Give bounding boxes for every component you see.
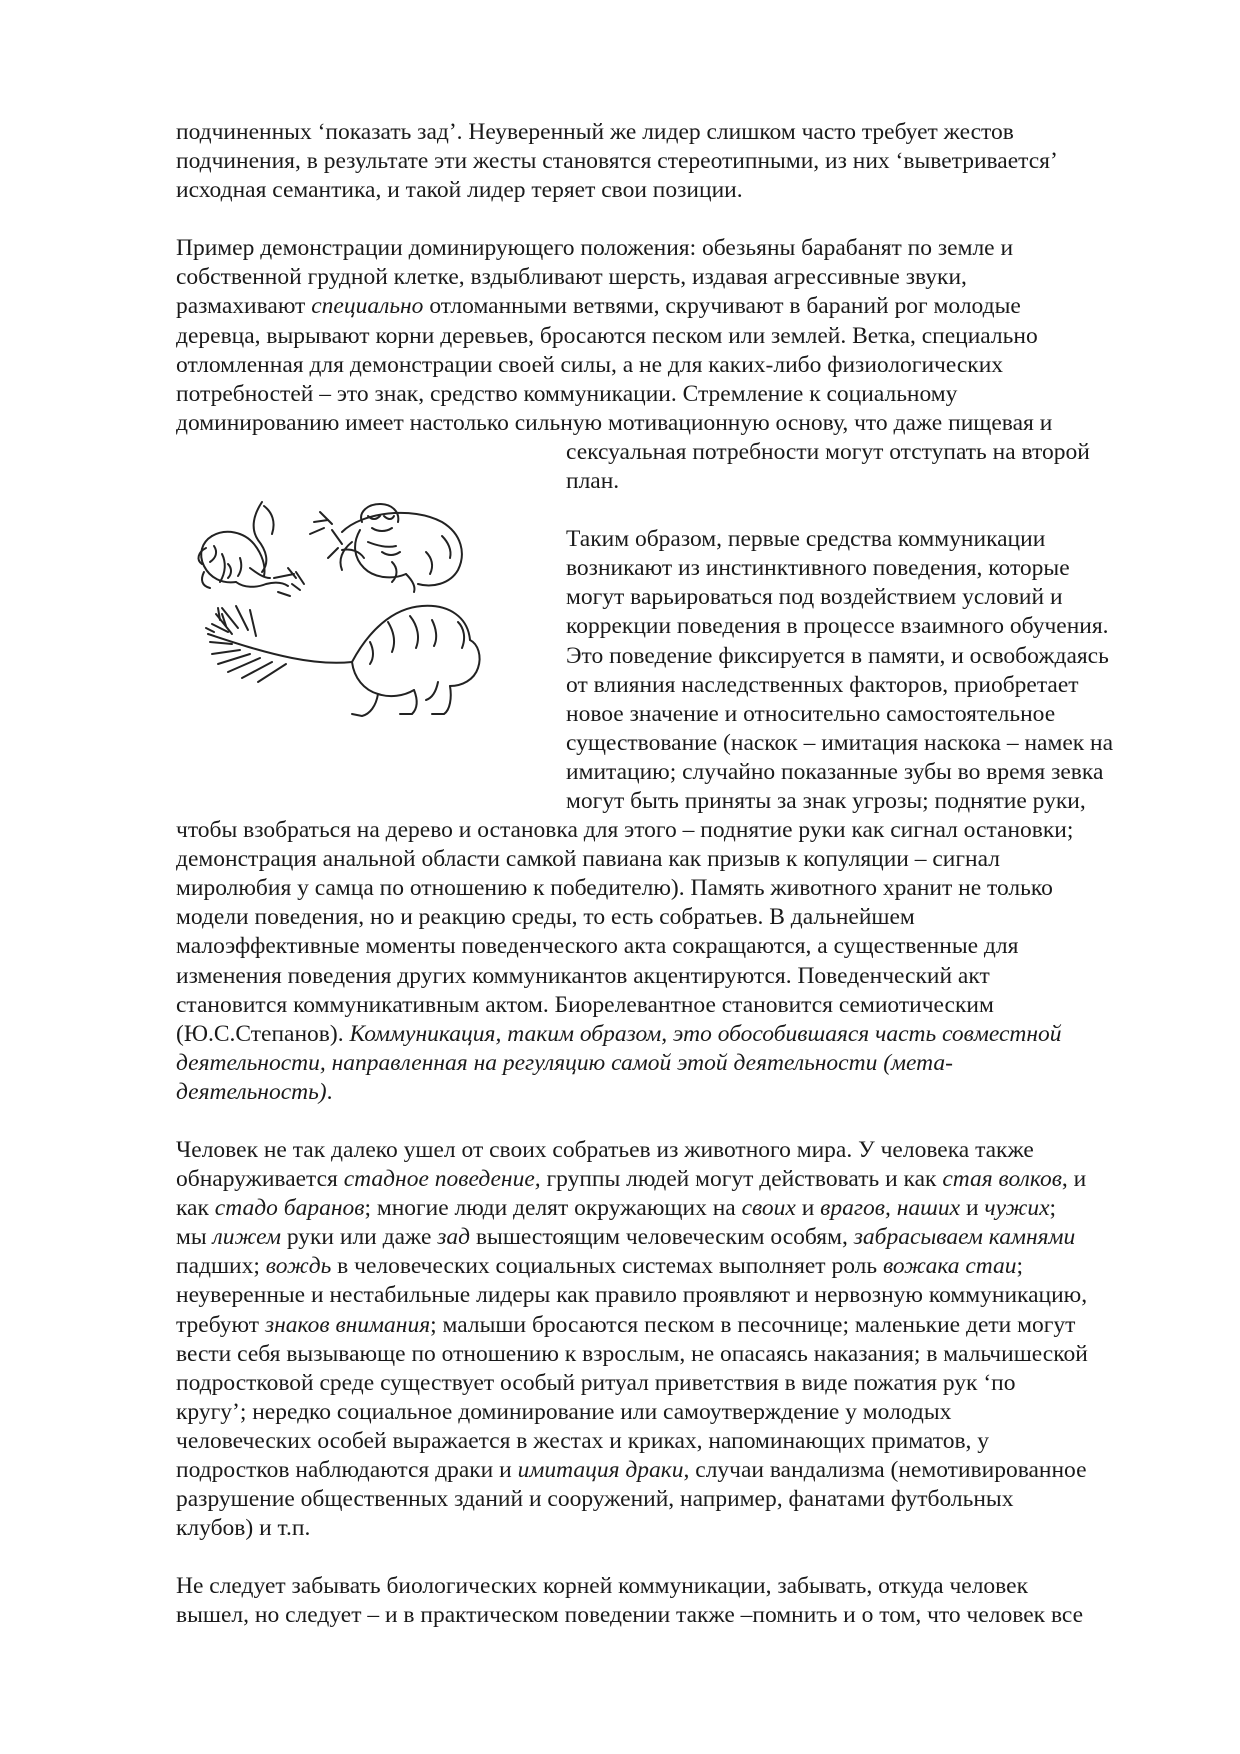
paragraph-4 [176,1136,1160,1543]
text-run: падших [176,1253,254,1280]
italic-run: деятельность) [176,1078,327,1105]
text-line: неуверенные и нестабильные лидеры как правило проявляют и нервозную коммуникацию, [176,1282,1088,1309]
text-line: потребностей – это знак, средство коммуникации. Стремление к социальному [176,380,958,407]
text-run: , случаи вандализма (немотивированное [683,1457,1087,1484]
text-line: могут быть приняты за знак угрозы; поднятие руки, [566,787,1086,814]
text-line [176,1252,1160,1281]
text-line [176,1049,1160,1078]
text-line: план. [566,468,620,495]
text-line: Человек не так далеко ушел от своих собратьев из животного мира. У человека также [176,1137,1034,1163]
text-line [176,1194,1160,1223]
text-run: . [326,1078,333,1105]
italic-run: забрасываем камнями [853,1224,1076,1251]
text-line: собственной грудной клетке, вздыбливают шерсть, издавая агрессивные звуки, [176,264,967,291]
text-run: ; малыши бросаются песком в песочнице; маленькие дети могут [430,1311,1076,1338]
text-line: вести себя вызывающе по отношению к взрослым, не опасаясь наказания; в мальчишеской [176,1340,1088,1367]
text-run: (Ю.С.Степанов). [176,1020,350,1047]
italic-run: деятельности, направленная на регуляцию самой этой деятельности (мета- [176,1049,953,1076]
text-run: и [960,1195,985,1222]
text-run: ; многие люди делят окружающих на [364,1195,742,1222]
text-run: в человеческих социальных системах выполняет роль [331,1253,883,1280]
italic-run: стадо баранов [214,1195,365,1222]
text-line: Не следует забывать биологических корней коммуникации, забывать, откуда человек [176,1573,1028,1600]
text-line: подчиненных ‘показать зад’. Неуверенный же лидер слишком часто требует жестов [176,119,1014,145]
text-run: отломанными ветвями, скручивают в бараний рог молодые [423,293,1021,320]
italic-run: Коммуникация, таким образом, это обособившаяся часть совместной [349,1020,1062,1047]
paragraph-1 [176,118,1160,205]
italic-run: вожака стаи [882,1253,1017,1280]
text-line [176,1165,1160,1194]
text-line: Таким образом, первые средства коммуникации [566,526,1046,553]
text-line: доминированию имеет настолько сильную мотивационную основу, что даже пищевая и [176,409,1053,436]
paragraph-5 [176,1572,1160,1630]
text-line: Пример демонстрации доминирующего положения: обезьяны барабанят по земле и [176,235,1014,262]
text-run: ; [1016,1253,1024,1280]
text-run: ; [253,1253,266,1280]
text-line: вышел, но следует – и в практическом поведении также –помнить и о том, что человек все [176,1602,1084,1629]
text-line [176,292,1160,321]
text-run: размахивают [176,293,312,320]
text-run: и [795,1195,821,1222]
text-run: группы людей могут действовать и как [540,1166,943,1193]
document-page [176,118,1160,1660]
text-line: клубов) и т.п. [176,1515,311,1542]
text-run: требуют [176,1311,265,1338]
italic-run: знаков внимания [264,1311,431,1338]
text-line [176,1456,1160,1485]
italic-run: имитация драки [517,1457,684,1484]
text-run: как [176,1195,215,1222]
text-line: исходная семантика, и такой лидер теряет свои позиции. [176,177,743,204]
text-line: миролюбия у самца по отношению к победителю). Память животного хранит не только [176,875,1053,902]
italic-run: лижем [212,1224,281,1251]
text-line: демонстрация анальной области самкой павиана как призыв к копуляции – сигнал [176,846,1000,873]
ape-sketch-chest-beat [310,504,462,592]
italic-run: вождь [265,1253,332,1280]
text-run: обнаруживается [176,1166,344,1193]
text-run: ; [1049,1195,1057,1222]
text-line: сексуальная потребности могут отступать на второй [566,438,1090,465]
text-line: человеческих особей выражается в жестах и криках, напоминающих приматов, у [176,1427,990,1454]
italic-run: стадное поведение, [343,1166,541,1193]
italic-run: стая волков [942,1166,1062,1193]
italic-run: своих [741,1195,796,1222]
text-line: отломленная для демонстрации своей силы, а не для каких-либо физиологических [176,351,1004,378]
text-line [176,1311,1160,1340]
text-line: подчинения, в результате эти жесты становятся стереотипными, из них ‘выветривается’ [176,148,1058,175]
text-line: имитацию; случайно показанные зубы во время зевка [566,758,1104,785]
ape-display-figure [192,492,532,812]
text-line: подростковой среде существует особый ритуал приветствия в виде пожатия рук ‘по [176,1369,1016,1396]
text-run: мы [176,1224,213,1251]
text-line: коррекции поведения в процессе взаимного обучения. [566,613,1109,640]
text-line: могут варьироваться под воздействием условий и [566,584,1063,611]
text-run: вышестоящим человеческим особям, [470,1224,854,1251]
italic-run: специально [311,293,424,320]
text-line: новое значение и относительно самостоятельное [566,700,1056,727]
text-line: Это поведение фиксируется в памяти, и освобождаясь [566,642,1109,669]
text-line [176,1223,1160,1252]
text-line: малоэффективные моменты поведенческого акта сокращаются, а существенные для [176,933,1019,960]
text-line [176,1020,1160,1049]
ape-sketch-branch-drag [206,606,480,716]
italic-run: врагов, наших [820,1195,961,1222]
text-run: руки или даже [280,1224,438,1251]
text-line: становится коммуникативным актом. Биорелевантное становится семиотическим [176,991,994,1018]
paragraph-2 [176,234,1160,496]
ape-sketch-ground-slap [199,502,304,596]
text-line: модели поведения, но и реакцию среды, то есть собратьев. В дальнейшем [176,904,915,931]
text-line: деревца, вырывают корни деревьев, бросаются песком или землей. Ветка, специально [176,322,1038,349]
text-line: разрушение общественных зданий и сооружений, например, фанатами футбольных [176,1486,1014,1513]
text-line: возникают из инстинктивного поведения, которые [566,555,1070,582]
text-line: чтобы взобраться на дерево и остановка для этого – поднятие руки как сигнал остановки; [176,817,1074,844]
text-line: кругу’; нередко социальное доминирование или самоутверждение у молодых [176,1398,952,1425]
italic-run: чужих [984,1195,1050,1222]
text-line: изменения поведения других коммуникантов акцентируются. Поведенческий акт [176,962,990,989]
ape-display-sketches-icon [192,492,532,812]
text-line: существование (наскок – имитация наскока – намек на [566,729,1114,756]
text-run: , и [1061,1166,1087,1193]
italic-run: зад [437,1224,471,1251]
text-run: подростков наблюдаются драки и [176,1457,518,1484]
text-line [176,1078,1160,1107]
text-line: от влияния наследственных факторов, приобретает [566,671,1079,698]
